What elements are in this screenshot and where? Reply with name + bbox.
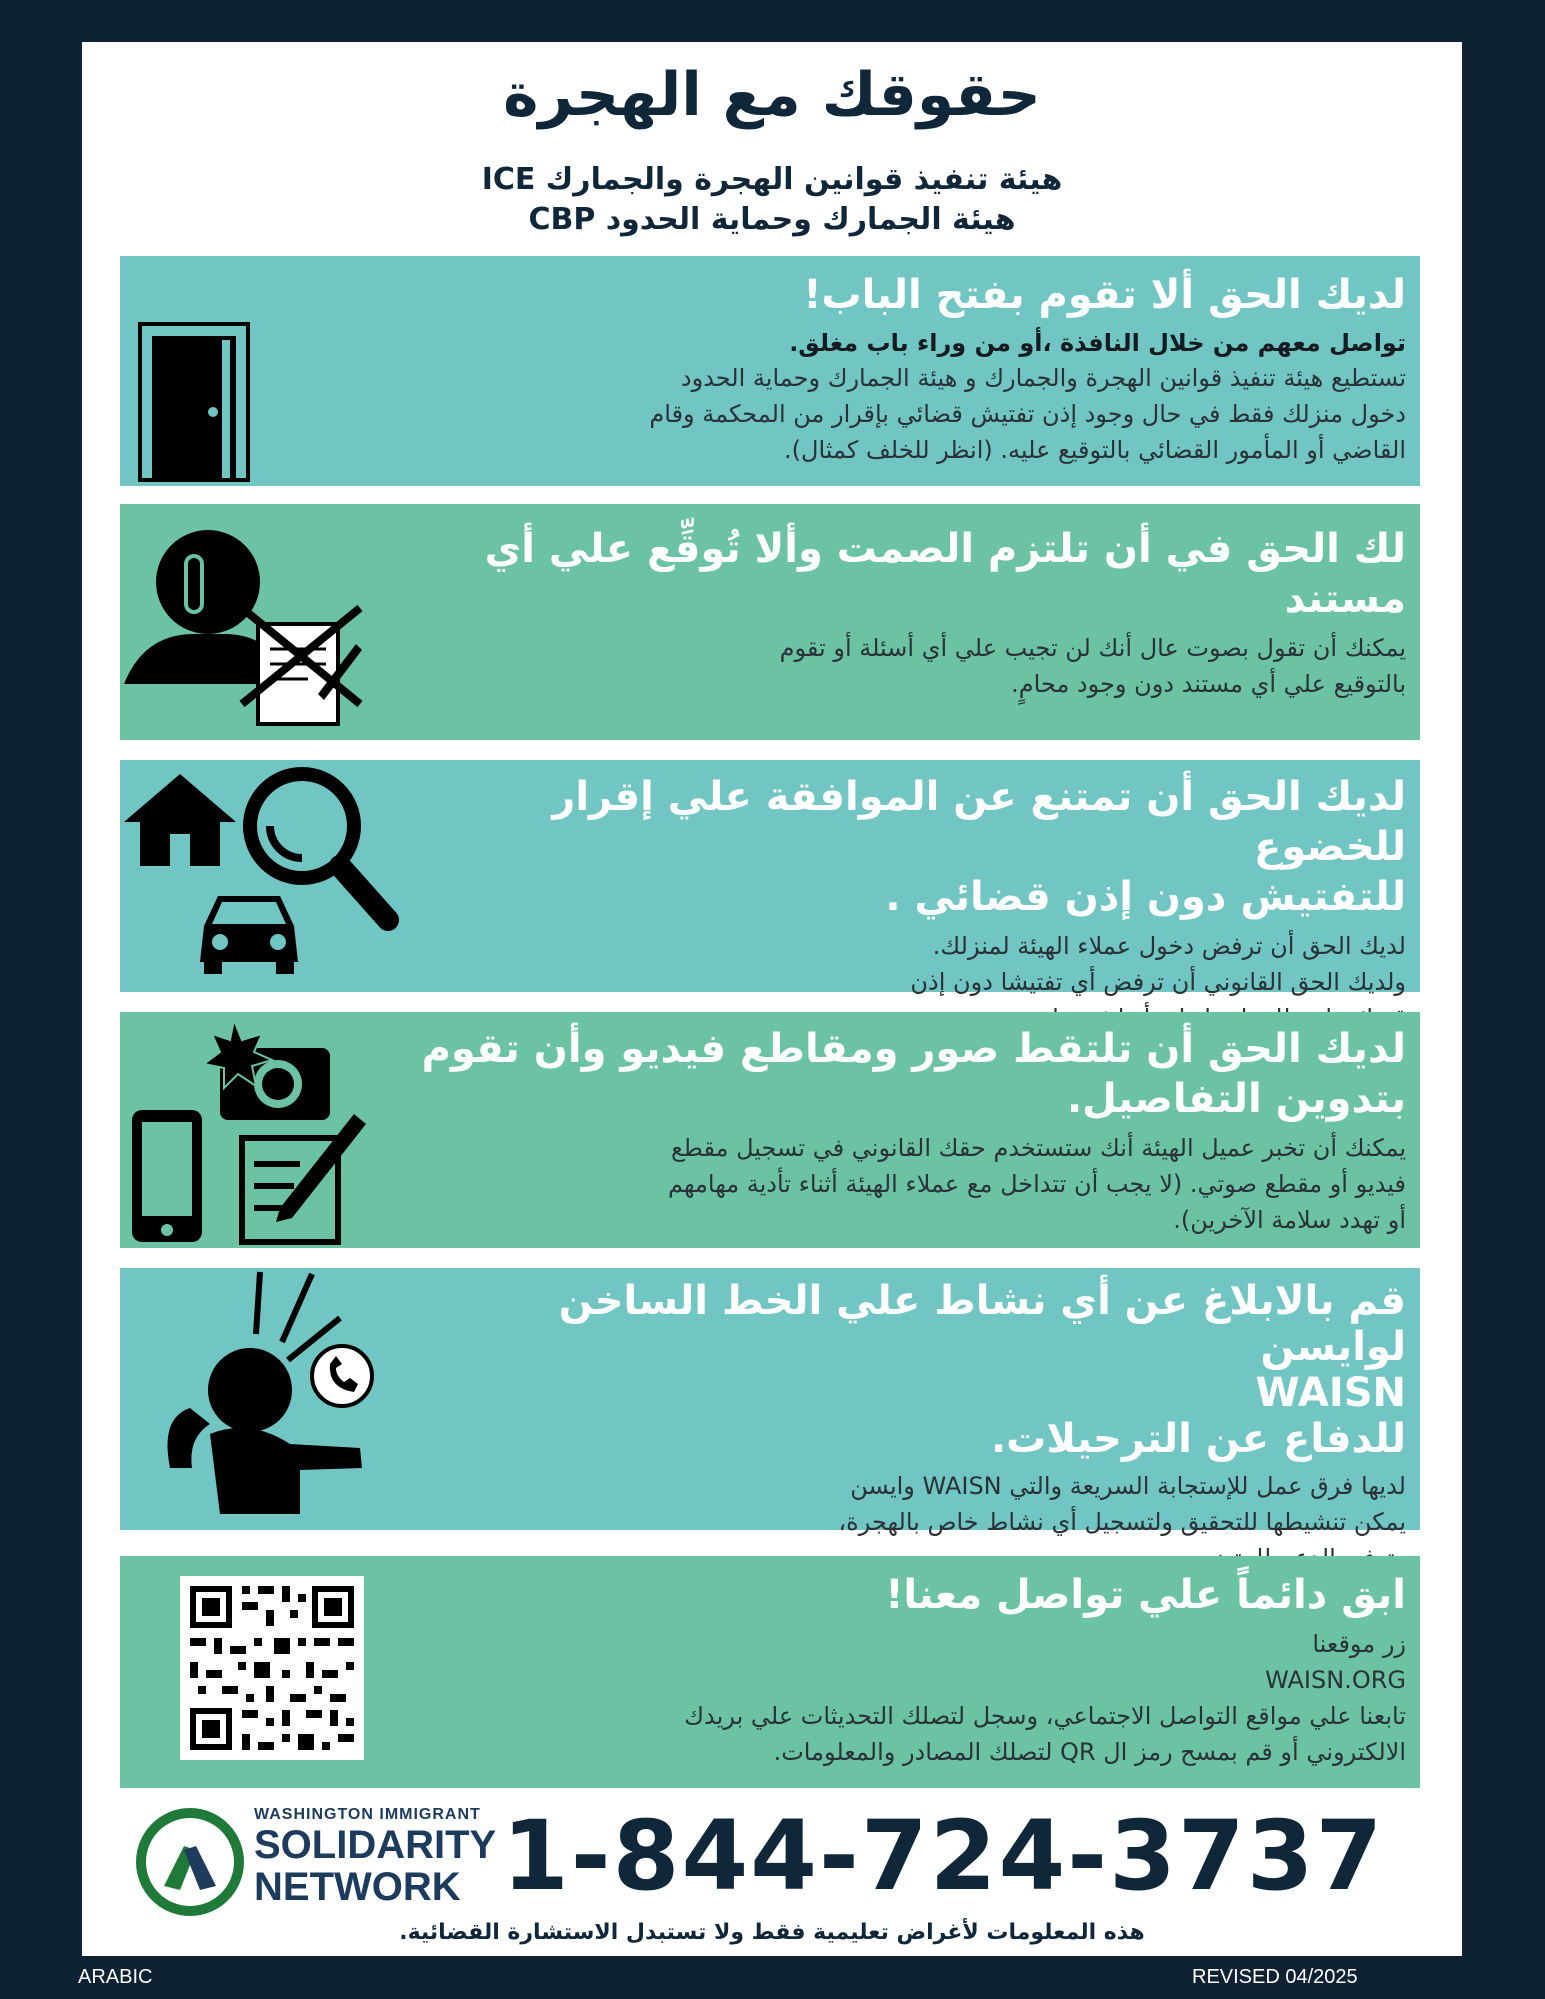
section-search-heading-1: لديك الحق أن تمتنع عن الموافقة علي إقرار للخضوع [552, 774, 1406, 870]
section-contact-line-3: تابعنا علي مواقع التواصل الاجتماعي، وسجل لتصلك التحديثات علي بريدك [684, 1702, 1406, 1730]
section-silence-heading: لك الحق في أن تلتزم الصمت وألا تُوقِّع علي أي مستند [484, 526, 1406, 622]
subtitle-ice: هيئة تنفيذ قوانين الهجرة والجمارك ICE [481, 162, 1063, 197]
section-hotline-heading-1: قم بالابلاغ عن أي نشاط علي الخط الساخن لوايسن [558, 1278, 1406, 1370]
section-silence-line-1: يمكنك أن تقول بصوت عال أنك لن تجيب علي أي أسئلة أو تقوم [779, 634, 1406, 662]
section-door [120, 256, 1420, 486]
logo-line-3: NETWORK [254, 1865, 461, 1909]
page-title: حقوقك مع الهجرة [503, 60, 1041, 130]
section-silence [120, 504, 1420, 740]
phone-call-person-icon [130, 1268, 430, 1522]
section-search-line-2: ولديك الحق القانوني أن ترفض أي تفتيشا دون إذن [910, 968, 1406, 996]
camera-icon [130, 1018, 370, 1252]
section-search [120, 760, 1420, 996]
section-record-heading-2: بتدوين التفاصيل. [1066, 1076, 1406, 1122]
section-record [120, 1012, 1420, 1248]
section-door-line-3: القاضي أو المأمور القضائي بالتوقيع عليه. (انظر للخلف كمثال). [784, 436, 1406, 464]
section-hotline-heading-3: للدفاع عن الترحيلات. [990, 1416, 1406, 1462]
section-door-heading: لديك الحق ألا تقوم بفتح الباب! [803, 272, 1406, 318]
door-icon [138, 322, 250, 486]
section-contact [120, 1556, 1420, 1788]
no-signature-icon [238, 604, 368, 738]
section-hotline-line-1: لديها فرق عمل للإستجابة السريعة والتي WAISN وايسن [850, 1472, 1406, 1500]
disclaimer: هذه المعلومات لأغراض تعليمية فقط ولا تستبدل الاستشارة القضائية. [399, 1920, 1145, 1945]
section-door-bold: تواصل معهم من خلال النافذة ،أو من وراء باب مغلق. [789, 329, 1406, 357]
section-contact-line-4: الالكتروني أو قم بمسح رمز ال QR لتصلك المصادر والمعلومات. [773, 1738, 1406, 1766]
section-record-line-1: يمكنك أن تخبر عميل الهيئة أنك ستستخدم حقك القانوني في تسجيل مقطع [670, 1134, 1406, 1162]
qr-code[interactable] [180, 1576, 364, 1764]
section-record-line-2: فيديو أو مقطع صوتي. (لا يجب أن تتداخل مع عملاء الهيئة أثناء تأدية مهامهم [667, 1170, 1406, 1198]
revision-label: REVISED 04/2025 [1192, 1966, 1358, 1988]
section-hotline-line-2: يمكن تنشيطها للتحقيق ولتسجيل أي نشاط خاص بالهجرة، [838, 1508, 1406, 1536]
waisn-logo-text [254, 1806, 496, 1908]
section-silence-line-2: بالتوقيع علي أي مستند دون وجود محامٍ. [1011, 670, 1406, 698]
logo-line-1: WASHINGTON IMMIGRANT [254, 1806, 481, 1823]
subtitle-cbp: هيئة الجمارك وحماية الحدود CBP [528, 202, 1016, 237]
website-link[interactable]: WAISN.ORG [1265, 1666, 1406, 1694]
section-contact-line-1: زر موقعنا [1312, 1630, 1406, 1658]
section-hotline [120, 1268, 1420, 1536]
home-icon [120, 770, 240, 874]
hotline-phone-number[interactable]: 1-844-724-3737 [502, 1800, 1385, 1912]
language-label: ARABIC [78, 1966, 153, 1988]
section-hotline-heading-2: WAISN [1255, 1370, 1406, 1416]
page-subtitle [82, 160, 1462, 240]
section-contact-heading: ابق دائماً علي تواصل معنا! [885, 1572, 1406, 1618]
flyer-page [82, 42, 1462, 1956]
section-search-line-1: لديك الحق أن ترفض دخول عملاء الهيئة لمنزلك. [932, 932, 1406, 960]
section-door-line-2: دخول منزلك فقط في حال وجود إذن تفتيش قضائي بإقرار من المحكمة وقام [649, 400, 1406, 428]
waisn-logo-icon [134, 1806, 246, 1922]
car-icon [194, 886, 304, 980]
section-door-line-1: تستطيع هيئة تنفيذ قوانين الهجرة والجمارك و هيئة الجمارك وحماية الحدود [680, 364, 1406, 392]
section-record-line-3: أو تهدد سلامة الآخرين). [1173, 1206, 1406, 1234]
section-search-heading-2: للتفتيش دون إذن قضائي . [885, 874, 1406, 920]
logo-line-2: SOLIDARITY [254, 1823, 497, 1867]
section-record-heading-1: لديك الحق أن تلتقط صور ومقاطع فيديو وأن تقوم [421, 1026, 1406, 1072]
